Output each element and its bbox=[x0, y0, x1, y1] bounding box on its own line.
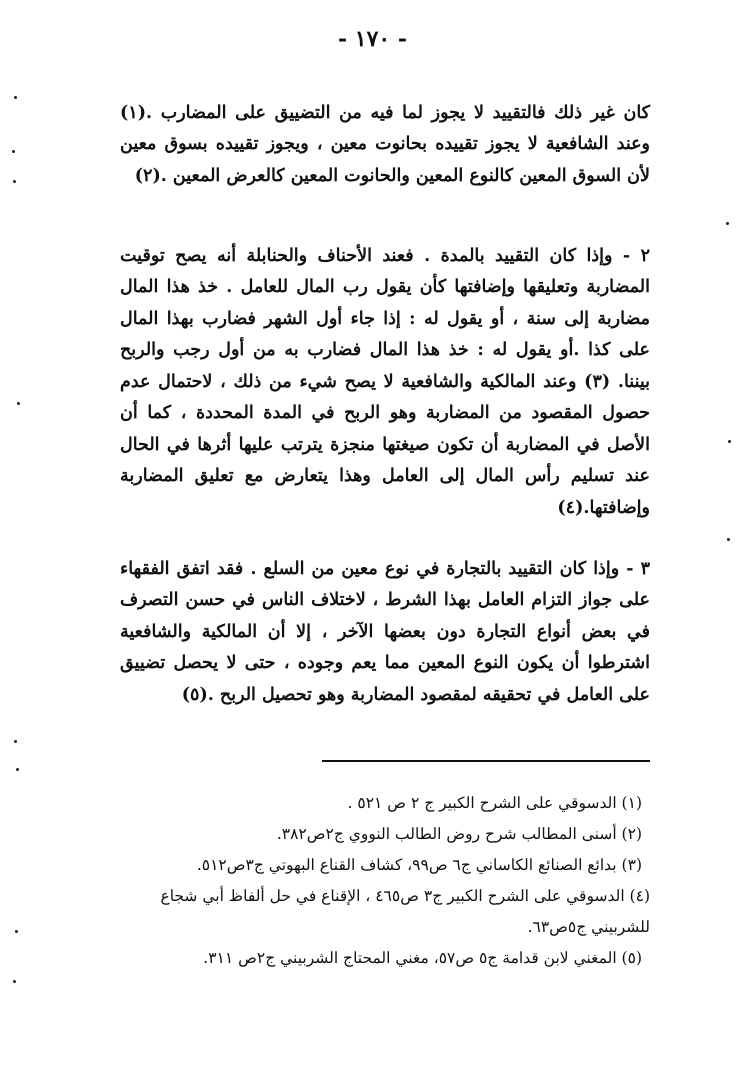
scan-speck bbox=[16, 768, 19, 771]
footnote-1: (١) الدسوقي على الشرح الكبير ج ٢ ص ٥٢١ . bbox=[347, 794, 642, 812]
paragraph-2: ٢ - وإذا كان التقييد بالمدة . فعند الأحناف والحنابلة أنه يصح توقيت المضاربة وتعليقها وإضافتها كأن يقول رب المال للعامل . خذ هذا المال مضاربة إلى سنة ، أو يقول له : إذا جاء أول الشهر فضارب بهذا المال على كذا .أو يقول له : خذ هذا المال فضارب به من أول رجب والربح بيننا. (٣) وعند المالكية والشافعية لا يصح شيء من ذلك ، لاحتمال عدم حصول المقصود من المضاربة وهو الربح في المدة المحددة ، كما أن الأصل في المضاربة أن تكون صيغتها منجزة يترتب عليها أثرها في الحال عند تسليم رأس المال إلى العامل وهذا يتعارض مع تعليق المضاربة وإضافتها.(٤) bbox=[120, 245, 650, 518]
scan-speck bbox=[12, 150, 15, 153]
paragraph-1: كان غير ذلك فالتقييد لا يجوز لما فيه من التضييق على المضارب .(١) وعند الشافعية لا يجوز تقييده بحانوت معين ، ويجوز تقييده بسوق معين لأن السوق المعين كالنوع المعين والحانوت المعين كالعرض المعين .(٢) bbox=[120, 102, 650, 186]
scan-speck bbox=[726, 222, 729, 225]
paragraph-3: ٣ - وإذا كان التقييد بالتجارة في نوع معين من السلع . فقد اتفق الفقهاء على جواز التزام العامل بهذا الشرط ، لاختلاف الناس في حسن التصرف في بعض أنواع التجارة دون بعضها الآخر ، إلا أن المالكية والشافعية اشترطوا أن يكون النوع المعين مما يعم وجوده ، حتى لا يحصل تضييق على العامل في تحقيقه لمقصود المضاربة وهو تحصيل الربح .(٥) bbox=[120, 558, 650, 705]
scan-speck bbox=[13, 180, 16, 183]
scan-speck bbox=[14, 96, 17, 99]
footnote-5: (٥) المغني لابن قدامة ج٥ ص٥٧، مغني المحتاج الشربيني ج٢ص ٣١١. bbox=[203, 949, 642, 967]
scan-speck bbox=[15, 930, 18, 933]
scan-speck bbox=[13, 980, 16, 983]
footnotes bbox=[120, 788, 650, 974]
footnote-divider bbox=[322, 760, 650, 762]
scan-speck bbox=[17, 402, 20, 405]
scan-speck bbox=[727, 538, 730, 541]
footnote-3: (٣) بدائع الصنائع الكاساني ج٦ ص٩٩، كشاف القناع البهوتي ج٣ص٥١٢. bbox=[196, 856, 642, 874]
scan-speck bbox=[728, 440, 731, 443]
scan-speck bbox=[14, 740, 17, 743]
footnote-2: (٢) أسنى المطالب شرح روض الطالب النووي ج٢ص٣٨٢. bbox=[276, 825, 642, 843]
footnote-4: (٤) الدسوقي على الشرح الكبير ج٣ ص٤٦٥ ، الإقناع في حل ألفاظ أبي شجاع للشربيني ج٥ص٦٣. bbox=[160, 887, 650, 936]
page-number: - ١٧٠ - bbox=[337, 26, 408, 52]
